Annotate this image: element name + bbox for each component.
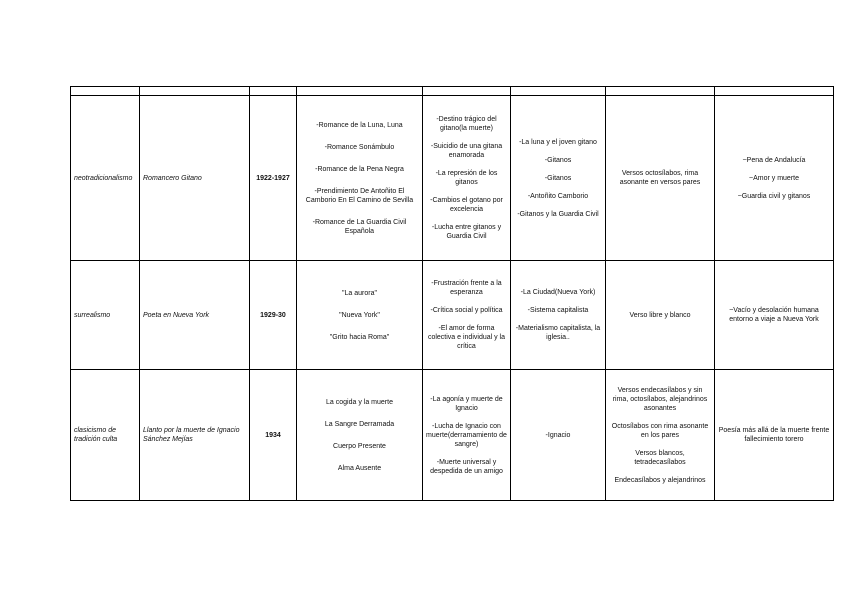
metric-item: Octosílabos con rima asonante en los pares [611, 422, 709, 439]
notes-cell [715, 370, 834, 501]
character-item: -Materialismo capitalista, la iglesia.. [515, 325, 601, 341]
themes-cell [423, 370, 511, 501]
poems-cell [297, 261, 423, 370]
poem-item: -Romance Sonámbulo [324, 143, 395, 151]
characters-cell [511, 96, 606, 261]
header-cell [715, 87, 834, 96]
theme-item: -Cambios el gotano por excelencia [430, 197, 503, 213]
years-cell: 1929-30 [250, 261, 297, 370]
theme-item: -Muerte universal y despedida de un amigo [430, 458, 503, 475]
poem-item: -Romance de La Guardia Civil Española [312, 218, 407, 235]
poems-cell [297, 96, 423, 261]
poems-cell [297, 370, 423, 501]
work-cell: Llanto por la muerte de Ignacio Sánchez Mejías [140, 370, 250, 501]
table-row [71, 96, 834, 261]
poem-item: -Romance de la Luna, Luna [316, 121, 403, 129]
character-item: -Sistema capitalista [527, 307, 589, 314]
work-cell: Romancero Gitano [140, 96, 250, 261]
metrics-cell [606, 261, 715, 370]
notes-cell [715, 96, 834, 261]
movement-cell: neotradicionalismo [71, 96, 140, 261]
character-item: -La Ciudad(Nueva York) [520, 289, 596, 296]
theme-item: -Suicidio de una gitana enamorada [430, 143, 503, 159]
lorca-works-table [70, 86, 834, 501]
table-row [71, 370, 834, 501]
poem-item: -Prendimiento De Antoñito El Camborio En El Camino de Sevilla [305, 187, 414, 204]
metrics-cell [606, 96, 715, 261]
character-item: -Antoñito Camborio [527, 192, 589, 200]
notes-cell [715, 261, 834, 370]
note-item: ~Vacío y desolación humana entorno a viaje a Nueva York [729, 307, 819, 323]
character-item: -Gitanos y la Guardia Civil [517, 210, 599, 218]
metric-item: Versos octosílabos, rima asonante en versos pares [619, 170, 701, 186]
themes-cell [423, 96, 511, 261]
header-cell [250, 87, 297, 96]
theme-item: -La represión de los gitanos [435, 170, 498, 186]
header-cell [71, 87, 140, 96]
poem-item: -Romance de la Pena Negra [315, 165, 404, 173]
theme-item: -Crítica social y política [430, 307, 503, 314]
poem-item: La cogida y la muerte [326, 398, 393, 406]
poem-item: "Grito hacia Roma" [329, 333, 390, 341]
theme-item: -Lucha entre gitanos y Guardia Civil [431, 224, 502, 240]
theme-item: -Destino trágico del gitano(la muerte) [436, 116, 497, 132]
note-item: ~Guardia civil y gitanos [737, 192, 811, 200]
header-cell [140, 87, 250, 96]
character-item: -Gitanos [544, 156, 572, 164]
table-row [71, 261, 834, 370]
header-cell [297, 87, 423, 96]
theme-item: -El amor de forma colectiva e individual y la crítica [427, 325, 506, 350]
poem-item: La Sangre Derramada [324, 420, 395, 428]
header-cell [511, 87, 606, 96]
metric-item: Versos blancos, tetradecasílabos [634, 449, 686, 466]
years-cell: 1934 [250, 370, 297, 501]
movement-cell: surrealismo [71, 261, 140, 370]
work-cell: Poeta en Nueva York [140, 261, 250, 370]
metrics-cell [606, 370, 715, 501]
poem-item: Alma Ausente [337, 464, 382, 472]
characters-cell [511, 261, 606, 370]
note-item: ~Pena de Andalucía [742, 156, 806, 164]
poem-item: "Nueva York" [339, 311, 380, 319]
header-cell [606, 87, 715, 96]
poem-item: Cuerpo Presente [333, 442, 386, 450]
theme-item: -La agonía y muerte de Ignacio [430, 395, 503, 412]
character-item: -Ignacio [545, 431, 571, 439]
character-item: -Gitanos [544, 174, 572, 182]
metric-item: Versos endecasílabos y sin rima, octosílabos, alejandrinos asonantes [612, 386, 708, 412]
character-item: -La luna y el joven gitano [519, 138, 597, 146]
characters-cell [511, 370, 606, 501]
years-cell: 1922-1927 [250, 96, 297, 261]
themes-cell [423, 261, 511, 370]
metric-item: Verso libre y blanco [629, 311, 691, 319]
movement-cell: clasicismo de tradición culta [71, 370, 140, 501]
header-row [71, 87, 834, 96]
theme-item: -Frustración frente a la esperanza [431, 280, 502, 296]
theme-item: -Lucha de Ignacio con muerte(derramamiento de sangre) [426, 422, 507, 448]
metric-item: Endecasílabos y alejandrinos [614, 476, 706, 484]
poem-item: "La aurora" [342, 289, 377, 297]
note-item: ~Amor y muerte [749, 174, 799, 182]
note-item: Poesía más allá de la muerte frente fallecimiento torero [718, 427, 830, 443]
header-cell [423, 87, 511, 96]
